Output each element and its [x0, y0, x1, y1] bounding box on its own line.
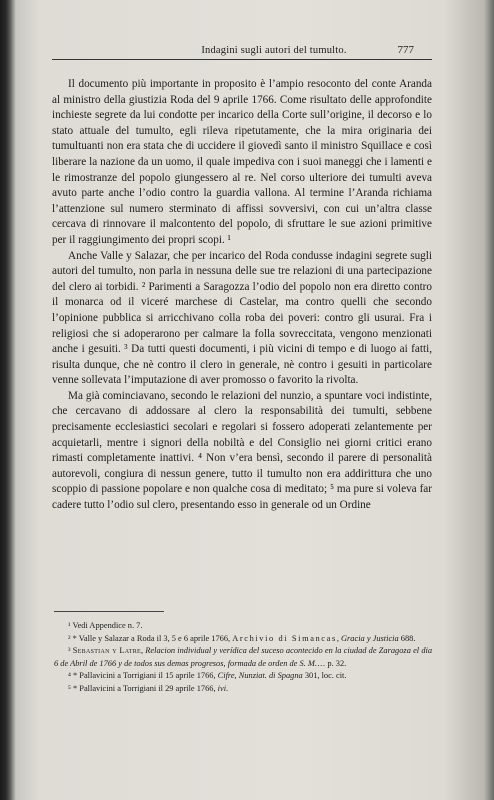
body-text	[52, 77, 432, 514]
footnote-text: ,	[336, 633, 341, 643]
footnote-text: Relacion individual y verídica del suceso acontecido en la ciudad de Zaragoza el dia 6 de Abril de 1766 y de todos sus demas progresos, formada de orden de S. M.	[54, 646, 433, 668]
header-rule	[52, 59, 432, 60]
footnote	[54, 670, 432, 683]
footnote-text: Pallavicini a Torrigiani il 29 aprile 1766,	[79, 683, 218, 693]
page-number: 777	[397, 44, 414, 56]
paragraph: Il documento più importante in proposito è l’ampio resoconto del conte Aranda al ministro della giustizia Roda del 9 aprile 1766. Come risultato delle approfondite inchieste segrete da lui condotte per incarico della Corte sull’origine, il decorso e lo stato attuale del tumulto, egli rileva ripetutamente, che la mira originaria dei tumultuanti non era stata che di uccidere il giovedì santo il ministro Squillace e così liberare la nazione da un uomo, il quale impediva con i suoi maneggi che i lamenti e le rimostranze del popolo giungessero al re. Nel corso ulteriore dei tumulti aveva avuto parte anche l’odio contro la guardia vallona. Al termine l’Aranda richiama l’attenzione sul numero sterminato di affissi sovversivi, con cui un’altra classe cercava di rinnovare il malcontento del popolo, di sfruttare le sue azioni primitive per il raggiungimento dei propri scopi. ¹	[52, 78, 432, 246]
footnote-text: ,	[141, 646, 146, 656]
footnotes	[54, 620, 432, 696]
footnote	[54, 633, 432, 646]
footnote-text: … p. 32.	[316, 658, 347, 668]
paragraph: Anche Valle y Salazar, che per incarico del Roda condusse indagini segrete sugli autori del tumulto, non parla in nessuna delle sue tre relazioni di una partecipazione del clero ai torbidi. ² Parimenti a Saragozza l’odio del popolo non era diretto contro il monarca od il viceré marchese di Castelar, ma contro quelli che secondo l’opinione pubblica si arricchivano colla roba dei poveri: contro gli usurai. Fra i religiosi che si adoperarono per calmare la folla sovreccitata, vengono menzionati anche i gesuiti. ³ Da tutti questi documenti, i più vicini di tempo e di luogo ai fatti, risulta dunque, che nè contro il clero in generale, nè contro i gesuiti in particolare venne sollevata l’imputazione di aver promosso o favorito la rivolta.	[52, 249, 432, 387]
footnote-text: Valle y Salazar a Roda il 3, 5 e 6 aprile 1766,	[78, 633, 233, 643]
footnote-text: Gracia y Justicia	[341, 633, 399, 643]
footnote-text: Pallavicini a Torrigiani il 15 aprile 1766,	[79, 671, 218, 681]
footnote-marker: ³	[68, 646, 73, 656]
paragraph: Ma già cominciavano, secondo le relazioni del nunzio, a spuntare voci indistinte, che cercavano di addossare al clero la responsabilità dei tumulti, sebbene precisamente ecclesiastici secolari e regolari si fossero adoperati zelantemente per acquietarli, mentre i signori della nobiltà e del Consiglio nei giorni critici erano rimasti completamente inattivi. ⁴ Non v’era bensì, secondo il parere di personalità autorevoli, congiura di nessun genere, tutto il tumulto non era addirittura che uno scoppio di passione popolare e non qualche cosa di meditato; ⁵ ma pure si voleva far cadere tutto l’odio sul clero, presentando esso in generale od un Ordine	[52, 389, 432, 512]
footnote-text: .	[226, 683, 229, 693]
footnote-marker: ² *	[68, 633, 79, 643]
footnote-marker: ⁴ *	[68, 671, 80, 681]
footnote-rule	[54, 611, 164, 612]
footnote-text: Vedi Appendice n. 7.	[72, 621, 143, 630]
footnote-text: Archivio di Simancas	[232, 633, 337, 643]
footnote-marker: ¹	[68, 621, 73, 630]
footnote	[54, 683, 432, 696]
footnote	[54, 620, 432, 633]
book-page	[14, 0, 492, 800]
running-head: Indagini sugli autori del tumulto.	[201, 45, 347, 56]
footnote-text: 301, loc. cit.	[302, 671, 347, 681]
footnote-text: ivi	[217, 683, 227, 693]
footnote-text: 688.	[398, 633, 416, 643]
footnote	[54, 645, 432, 670]
footnote-text: Sebastian y Latre	[72, 646, 141, 656]
footnote-text: Cifre, Nunziat. di Spagna	[217, 671, 303, 681]
footnote-marker: ⁵ *	[68, 683, 80, 693]
